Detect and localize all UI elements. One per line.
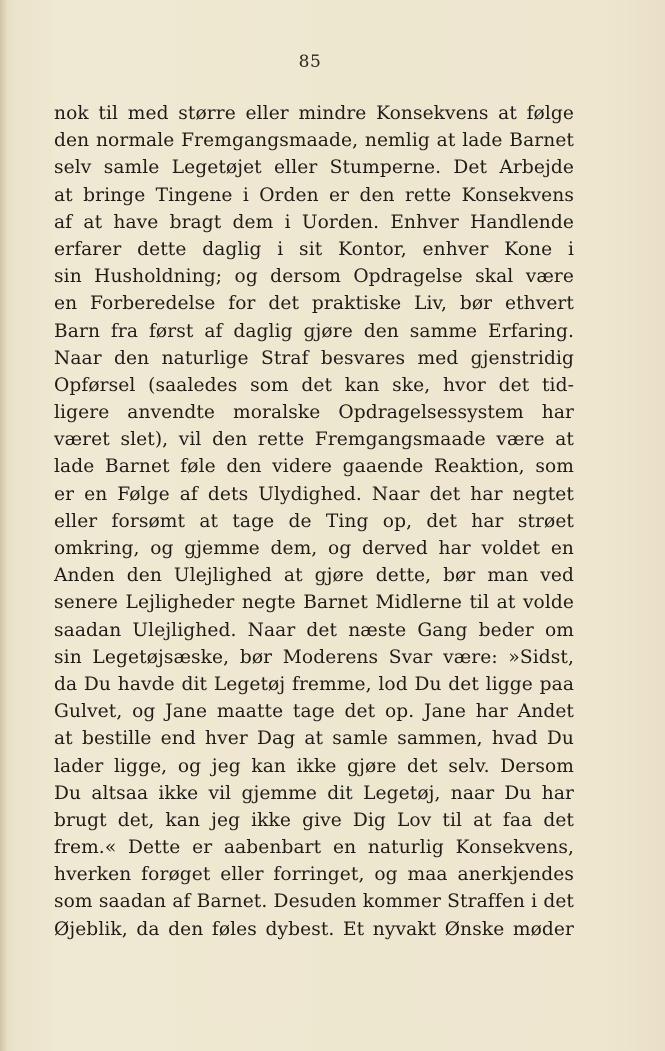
text-line: at bestille end hver Dag at samle sammen, hvad Du <box>54 728 574 750</box>
text-line: senere Lejligheder negte Barnet Midlerne til at volde <box>54 592 574 614</box>
text-line: eller forsømt at tage de Ting op, det har strøet <box>54 510 574 532</box>
text-line: at bringe Tingene i Orden er den rette Konsekvens <box>54 184 574 206</box>
page-number: 85 <box>298 52 322 72</box>
text-line: lader ligge, og jeg kan ikke gjøre det selv. Dersom <box>54 755 574 777</box>
text-line: Opførsel (saaledes som det kan ske, hvor det tid- <box>54 374 574 396</box>
text-line: Gulvet, og Jane maatte tage det op. Jane har Andet <box>54 701 574 723</box>
text-line: sin Husholdning; og dersom Opdragelse skal være <box>54 266 574 288</box>
text-line: Anden den Ulejlighed at gjøre dette, bør man ved <box>54 565 574 587</box>
text-line: Øjeblik, da den føles dybest. Et nyvakt Ønske møder <box>54 918 574 940</box>
text-line: er en Følge af dets Ulydighed. Naar det har negtet <box>54 483 574 505</box>
text-line: af at have bragt dem i Uorden. Enhver Handlende <box>54 211 574 233</box>
text-line: ligere anvendte moralske Opdragelsessystem har <box>54 402 574 424</box>
text-line: været slet), vil den rette Fremgangsmaade være at <box>54 429 574 451</box>
text-line: selv samle Legetøjet eller Stumperne. Det Arbejde <box>54 157 574 179</box>
text-line: en Forberedelse for det praktiske Liv, bør ethvert <box>54 293 574 315</box>
text-line: nok til med større eller mindre Konsekvens at følge <box>54 103 574 124</box>
text-line: Barn fra først af daglig gjøre den samme Erfaring. <box>54 320 574 342</box>
text-line: sin Legetøjsæske, bør Moderens Svar være: »Sidst, <box>54 646 574 668</box>
body-text <box>54 100 574 943</box>
text-line: da Du havde dit Legetøj fremme, lod Du det ligge paa <box>54 673 574 695</box>
text-line: omkring, og gjemme dem, og derved har voldet en <box>54 538 574 559</box>
page-binding-edge <box>0 0 6 1051</box>
text-line: som saadan af Barnet. Desuden kommer Straffen i det <box>54 891 574 913</box>
text-line: saadan Ulejlighed. Naar det næste Gang beder om <box>54 619 574 641</box>
text-line: Du altsaa ikke vil gjemme dit Legetøj, naar Du har <box>54 782 574 804</box>
text-line: erfarer dette daglig i sit Kontor, enhver Kone i <box>54 238 574 260</box>
text-line: Naar den naturlige Straf besvares med gjenstridig <box>54 347 574 369</box>
text-line: den normale Fremgangsmaade, nemlig at lade Barnet <box>54 130 574 152</box>
text-line: frem.« Dette er aabenbart en naturlig Konsekvens, <box>54 837 574 859</box>
text-line: hverken forøget eller forringet, og maa anerkjendes <box>54 864 574 886</box>
text-line: brugt det, kan jeg ikke give Dig Lov til at faa det <box>54 809 574 831</box>
text-line: lade Barnet føle den videre gaaende Reaktion, som <box>54 456 574 478</box>
